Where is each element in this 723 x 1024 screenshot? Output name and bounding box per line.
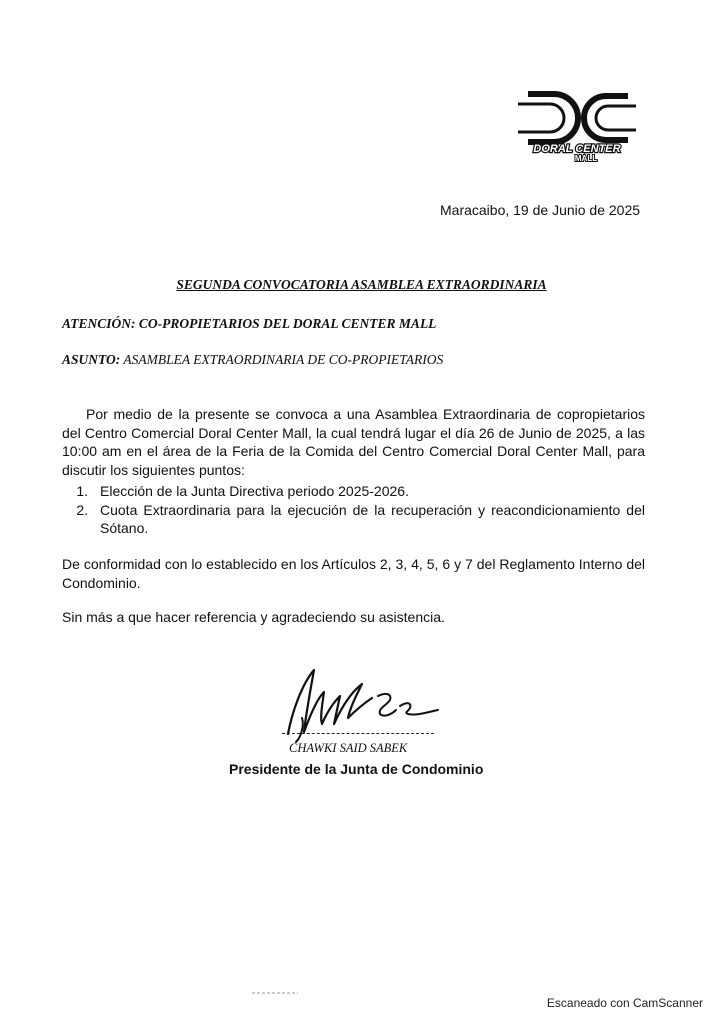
subject-line (62, 352, 443, 368)
logo-text-line1: DORAL CENTER (533, 143, 621, 155)
attention-value: CO-PROPIETARIOS DEL DORAL CENTER MALL (138, 316, 437, 331)
subject-label: ASUNTO: (62, 352, 121, 367)
scan-smudge (250, 982, 300, 986)
agenda-item (62, 501, 645, 538)
signature-line (282, 733, 434, 734)
agenda-item-text: Cuota Extraordinaria para la ejecución de la recuperación y reacondicionamiento del Sótano. (100, 501, 645, 536)
agenda-item-number: 2. (76, 501, 88, 518)
scanner-watermark: Escaneado con CamScanner (546, 996, 703, 1010)
agenda-list (62, 482, 645, 538)
attention-line (62, 316, 436, 332)
signer-role: Presidente de la Junta de Condominio (229, 761, 484, 777)
attention-label: ATENCIÓN: (62, 316, 136, 331)
document-title: SEGUNDA CONVOCATORIA ASAMBLEA EXTRAORDINARIA (176, 277, 547, 292)
agenda-item-text: Elección de la Junta Directiva periodo 2025-2026. (100, 483, 409, 499)
signer-name: CHAWKI SAID SABEK (289, 741, 408, 755)
agenda-item (62, 482, 645, 501)
closing-paragraph: Sin más a que hacer referencia y agradeciendo su asistencia. (62, 609, 445, 625)
body-paragraph: Por medio de la presente se convoca a una Asamblea Extraordinaria de copropietarios del Centro Comercial Doral Center Mall, la cual tendrá lugar el día 26 de Junio de 2025, a las 10:00 am en el área de la Feria de la Comida del Centro Comercial Doral Center Mall, para discutir los siguientes puntos: (62, 406, 645, 478)
subject-value: ASAMBLEA EXTRAORDINARIA DE CO-PROPIETARIOS (123, 352, 444, 367)
handwritten-signature (258, 662, 458, 752)
document-date: Maracaibo, 19 de Junio de 2025 (440, 202, 641, 218)
signature-graphic (258, 662, 458, 752)
agenda-item-number: 1. (76, 483, 88, 499)
doral-center-mall-logo (510, 82, 645, 162)
logo-graphic (510, 82, 645, 162)
conformity-paragraph: De conformidad con lo establecido en los Artículos 2, 3, 4, 5, 6 y 7 del Reglamento Interno del Condominio. (62, 556, 645, 591)
logo-text-line2: MALL (574, 154, 598, 162)
